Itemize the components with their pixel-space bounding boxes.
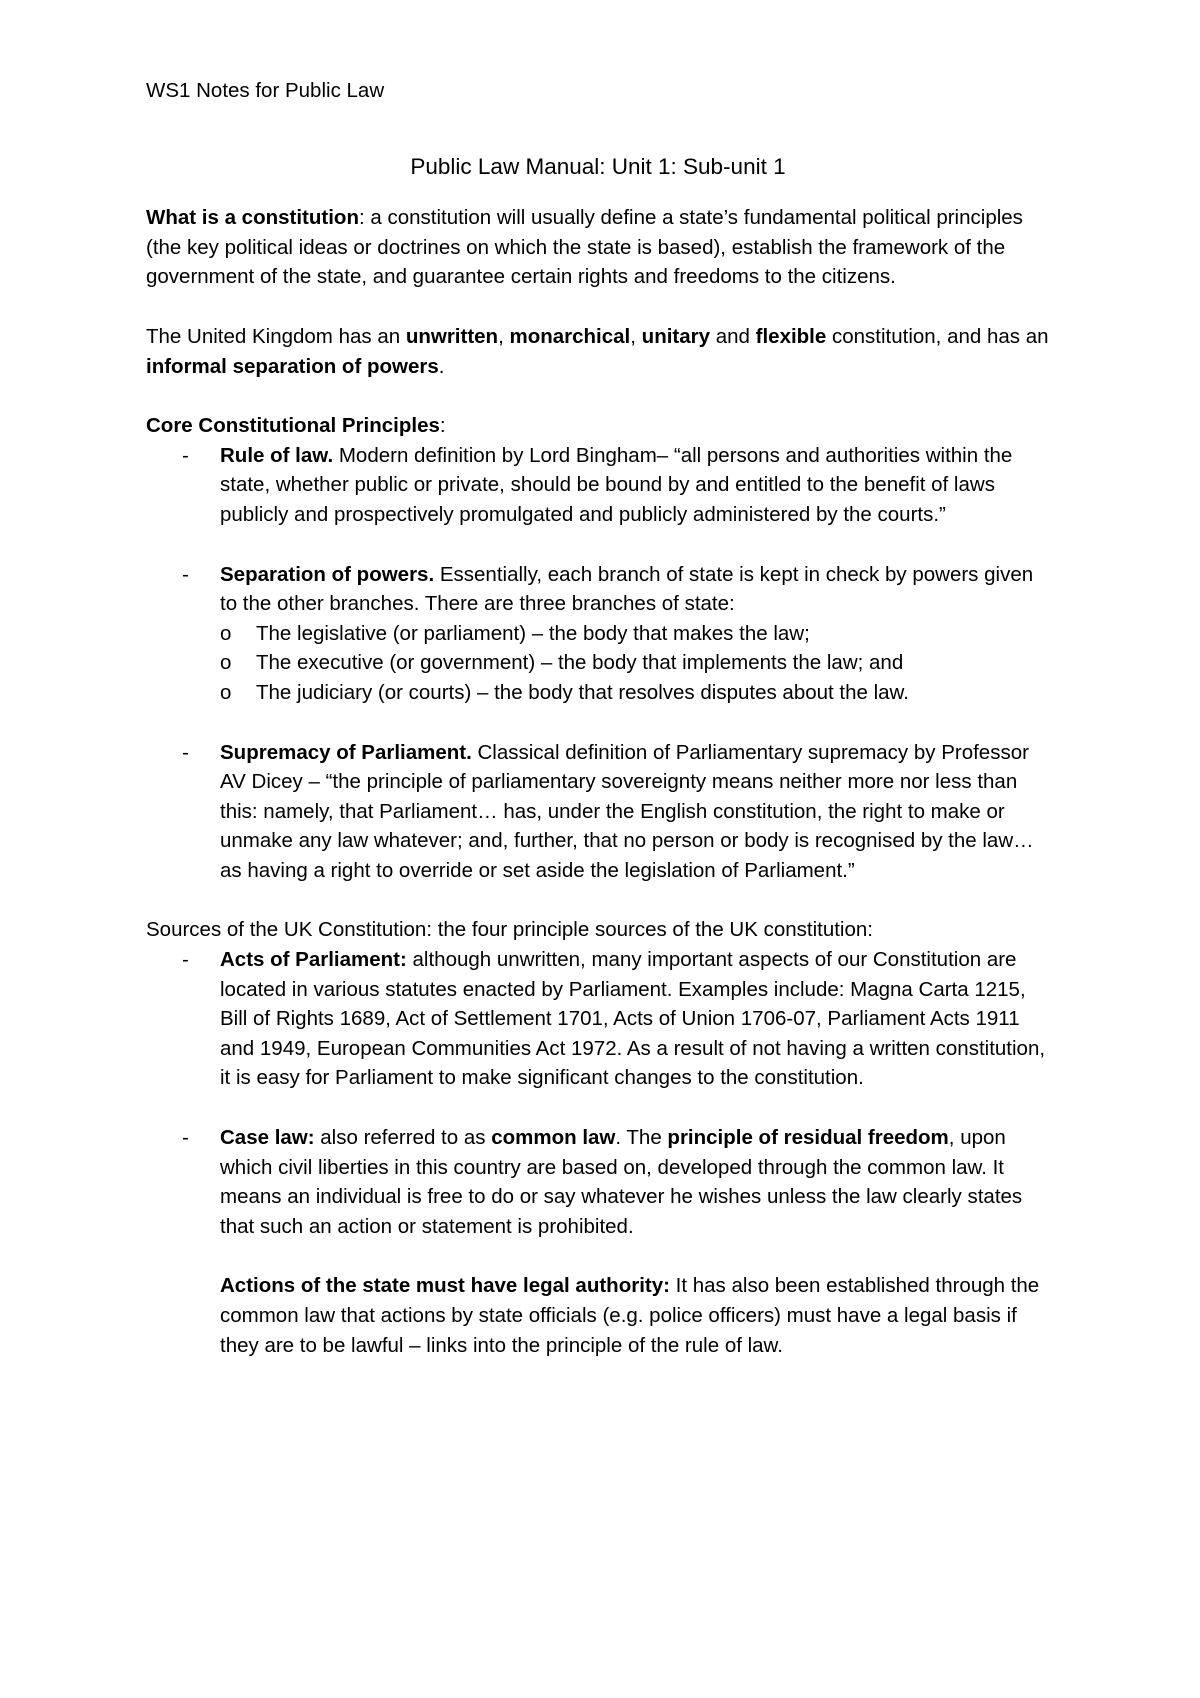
dash-bullet: - — [182, 740, 189, 764]
separation-text: Essentially, each branch of state is kept in check by powers given to the other branches. There are three branches of state: — [220, 562, 1034, 616]
dash-bullet: - — [182, 1126, 189, 1150]
uk-text: , — [498, 324, 510, 348]
branch-item-judiciary — [220, 678, 1050, 708]
common-law-term: common law — [491, 1126, 616, 1150]
core-heading-colon: : — [439, 414, 446, 438]
uk-term-unwritten: unwritten — [405, 324, 499, 348]
legal-authority-paragraph — [146, 1271, 1050, 1360]
uk-constitution-paragraph — [146, 322, 1050, 381]
dash-bullet: - — [182, 562, 189, 586]
circle-bullet: o — [220, 621, 232, 645]
page-header: WS1 Notes for Public Law — [146, 79, 385, 102]
case-law-term: Case law: — [220, 1126, 315, 1150]
sources-intro: Sources of the UK Constitution: the four principle sources of the UK constitution: — [146, 918, 873, 942]
rule-of-law-text: Modern definition by Lord Bingham– “all persons and authorities within the state, whether public or private, should be bound by and entitled to the benefit of laws publicly and prospectively promulgated and publicly administered by the courts.” — [220, 443, 1013, 526]
legal-authority-term: Actions of the state must have legal authority: — [220, 1274, 670, 1298]
separation-term: Separation of powers. — [220, 562, 435, 586]
core-heading-text: Core Constitutional Principles — [146, 414, 440, 438]
dash-bullet: - — [182, 948, 189, 972]
constitution-text: : a constitution will usually define a state’s fundamental political principles (the key political ideas or doctrines on which the state is based), establish the framework of the government of the state, and guarantee certain rights and freedoms to the citizens. — [146, 206, 1023, 289]
core-principles-heading — [146, 411, 1050, 441]
supremacy-term: Supremacy of Parliament. — [220, 740, 472, 764]
legal-authority-text: It has also been established through the common law that actions by state officials (e.g. police officers) must have a legal basis if they are to be lawful – links into the principle of the rule of law. — [220, 1274, 1040, 1357]
rule-of-law-term: Rule of law. — [220, 443, 334, 467]
case-law-text: , upon which civil liberties in this country are based on, developed through the common law. It means an individual is free to do or say whatever he wishes unless the law clearly states that such an action or statement is prohibited. — [220, 1126, 1023, 1238]
list-item-case-law — [146, 1123, 1050, 1241]
uk-term-monarchical: monarchical — [509, 324, 631, 348]
uk-text: . — [438, 354, 445, 378]
uk-term-flexible: flexible — [755, 324, 827, 348]
uk-text: constitution, and has an — [826, 324, 1049, 348]
supremacy-text: Classical definition of Parliamentary supremacy by Professor AV Dicey – “the principle of parliamentary sovereignty means neither more nor less than this: namely, that Parliament… has, under the English constitution, the right to make or unmake any law whatever; and, further, that no person or body is recognised by the law… as having a right to override or set aside the legislation of Parliament.” — [220, 740, 1034, 882]
list-item-rule-of-law — [146, 441, 1050, 530]
uk-term-unitary: unitary — [641, 324, 711, 348]
uk-text: , — [630, 324, 642, 348]
constitution-definition — [146, 203, 1050, 292]
uk-term-separation: informal separation of powers — [146, 354, 439, 378]
circle-bullet: o — [220, 680, 232, 704]
core-principles-list — [146, 441, 1050, 886]
dash-bullet: - — [182, 443, 189, 467]
list-item-separation-of-powers — [146, 560, 1050, 708]
branch-item-executive — [220, 648, 1050, 678]
branches-list — [220, 619, 1050, 708]
branch-text: The executive (or government) – the body that implements the law; and — [256, 651, 904, 675]
list-item-acts-of-parliament — [146, 945, 1050, 1093]
residual-freedom-term: principle of residual freedom — [667, 1126, 949, 1150]
case-law-text: also referred to as — [314, 1126, 492, 1150]
uk-text: and — [710, 324, 756, 348]
constitution-term: What is a constitution — [146, 206, 359, 230]
branch-text: The judiciary (or courts) – the body that resolves disputes about the law. — [256, 680, 909, 704]
sources-list — [146, 945, 1050, 1241]
acts-text: although unwritten, many important aspects of our Constitution are located in various statutes enacted by Parliament. Examples include: Magna Carta 1215, Bill of Rights 1689, Act of Settlement 1701, Acts of Union 1706-07, Parliament Acts 1911 and 1949, European Communities Act 1972. As a result of not having a written constitution, it is easy for Parliament to make significant changes to the constitution. — [220, 948, 1046, 1090]
list-item-supremacy — [146, 738, 1050, 886]
circle-bullet: o — [220, 651, 232, 675]
page-title: Public Law Manual: Unit 1: Sub-unit 1 — [410, 153, 786, 179]
acts-term: Acts of Parliament: — [220, 948, 407, 972]
branch-item-legislative — [220, 619, 1050, 649]
uk-text: The United Kingdom has an — [146, 324, 406, 348]
branch-text: The legislative (or parliament) – the body that makes the law; — [256, 621, 810, 645]
case-law-text: . The — [615, 1126, 668, 1150]
